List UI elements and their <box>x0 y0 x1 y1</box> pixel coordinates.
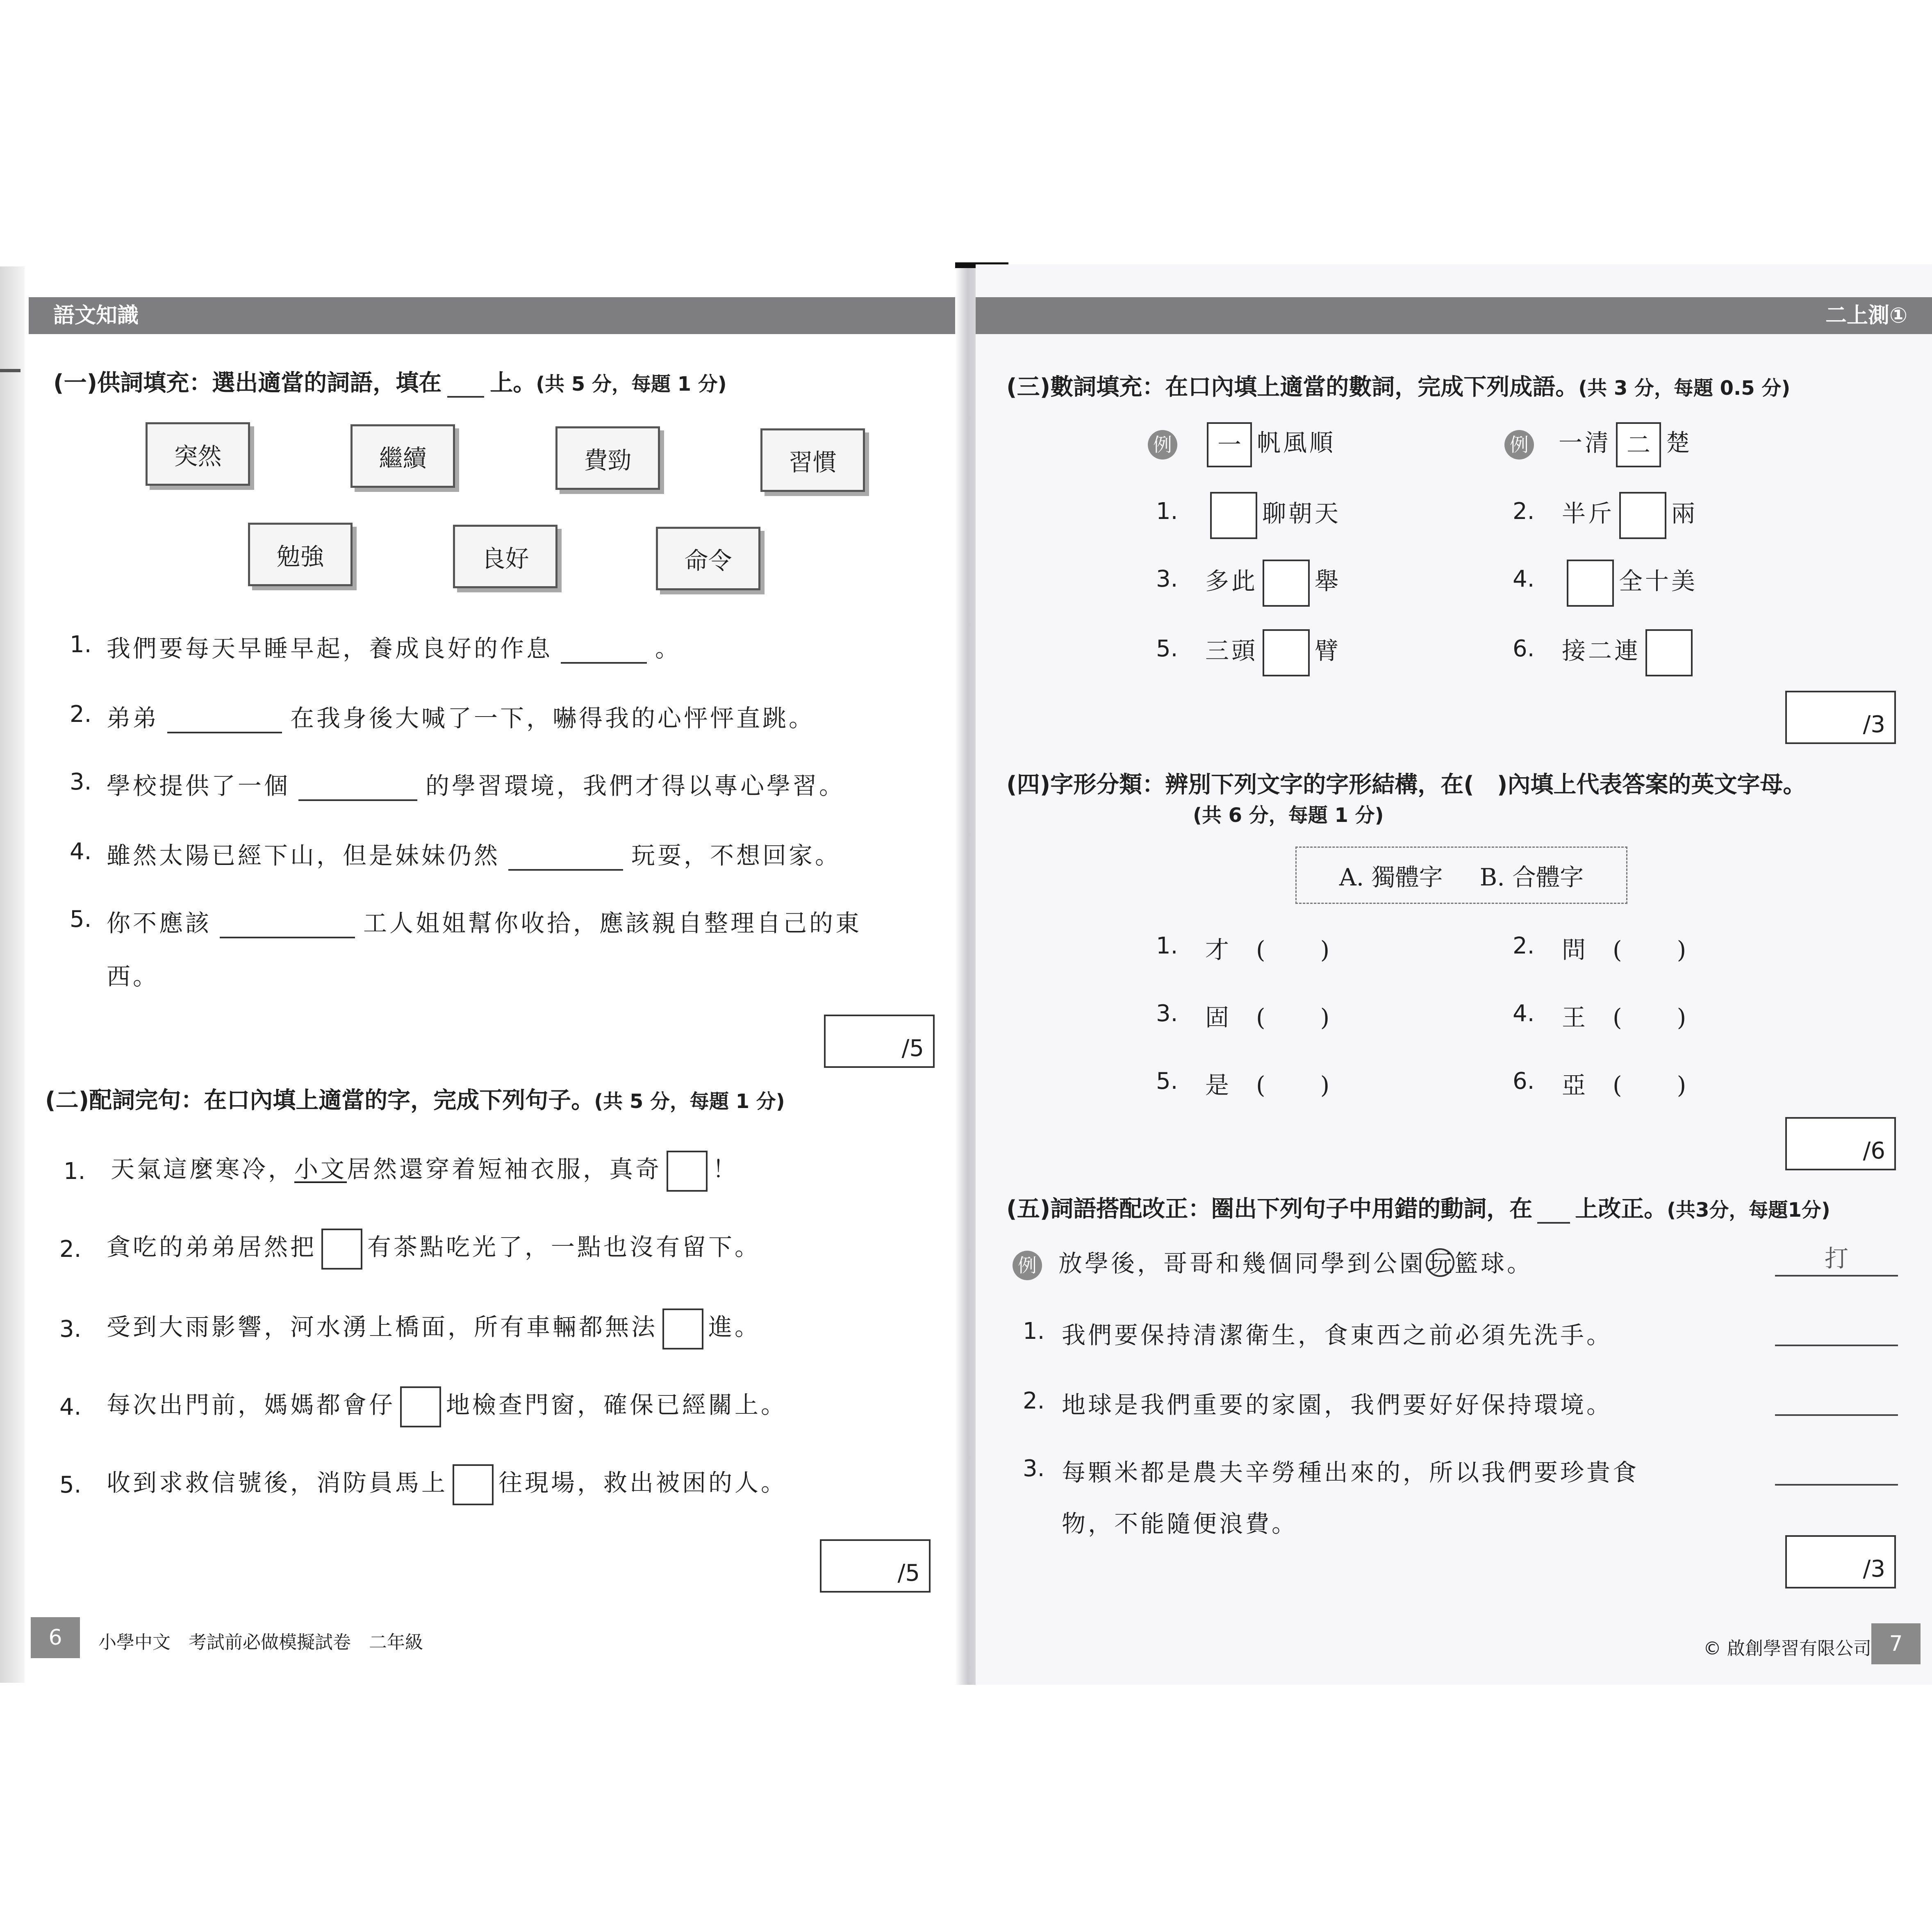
s3-example-1-text: 帆風順 <box>1257 429 1336 457</box>
s4-item-1-number: 1. <box>1156 933 1178 959</box>
s2-q1-box[interactable] <box>667 1151 708 1192</box>
section-3-title <box>1006 369 1790 402</box>
s1-q4-text-b: 玩耍，不想回家。 <box>631 842 842 869</box>
section-3-title-text: (三)數詞填充：在口內填上適當的數詞，完成下列成語。 <box>1006 374 1579 401</box>
s4-item-2-answer[interactable]: ( ) <box>1613 936 1689 964</box>
s2-q3-text-b: 進。 <box>708 1313 761 1341</box>
left-header: 語文知識 <box>29 297 967 334</box>
s2-q5-box[interactable] <box>453 1464 494 1505</box>
footer-book-title: 小學中文 考試前必做模擬試卷 二年級 <box>98 1632 423 1653</box>
s3-example-2 <box>1504 422 1692 467</box>
s1-q2-number: 2. <box>70 701 92 728</box>
s3-example-2-text-b: 楚 <box>1666 429 1693 457</box>
s2-q4-box[interactable] <box>400 1386 441 1427</box>
example-badge-3: 例 <box>1013 1251 1042 1280</box>
right-page <box>976 264 1932 1685</box>
s3-item-4-box[interactable] <box>1567 560 1614 607</box>
s5-example-answer: 打 <box>1775 1242 1898 1277</box>
s4-item-6-number: 6. <box>1513 1068 1535 1095</box>
book-left-edge <box>0 266 25 1683</box>
s3-example-1-box: 一 <box>1207 422 1252 467</box>
s3-item-2-box[interactable] <box>1619 492 1666 539</box>
s3-item-3-text-b: 舉 <box>1315 567 1341 595</box>
s5-q3-text-a: 每顆米都是農夫辛勞種出來的，所以我們要珍貴食 <box>1062 1459 1639 1486</box>
s4-item-3-number: 3. <box>1156 1000 1178 1027</box>
page-number-left: 6 <box>31 1617 80 1658</box>
section-4-points: (共 6 分，每題 1 分) <box>1193 804 1384 827</box>
s1-q2-text-b: 在我身後大喊了一下，嚇得我的心怦怦直跳。 <box>290 704 815 732</box>
s2-q5-number: 5. <box>59 1472 82 1498</box>
s3-item-6-box[interactable] <box>1645 629 1693 676</box>
word-box-1: 突然 <box>146 422 250 486</box>
s1-q4-text-a: 雖然太陽已經下山，但是妹妹仍然 <box>107 842 501 869</box>
s1-q3-blank[interactable] <box>298 776 417 801</box>
s1-q5 <box>107 904 862 938</box>
section-1-title <box>53 365 727 398</box>
word-box-2: 繼續 <box>350 424 455 488</box>
s4-item-4-number: 4. <box>1513 1000 1535 1027</box>
section-2-title-text: (二)配詞完句：在口內填上適當的字，完成下列句子。 <box>45 1087 594 1114</box>
s3-item-2-text-a: 半斤 <box>1562 499 1615 528</box>
s2-q1-underlined-name: 小文 <box>294 1155 347 1183</box>
section-1-title-tail: 上。 <box>490 370 536 396</box>
word-box-4: 習慣 <box>760 428 865 492</box>
word-box-6: 良好 <box>453 525 558 588</box>
s3-item-6-number: 6. <box>1513 635 1535 662</box>
s4-item-3 <box>1205 998 1332 1033</box>
section-5-score-box: /3 <box>1785 1535 1896 1588</box>
s2-q5-text-a: 收到求救信號後，消防員馬上 <box>107 1469 448 1497</box>
option-a: A. 獨體字 <box>1339 863 1443 891</box>
section-5-title <box>1006 1191 1830 1224</box>
s3-item-2-text-b: 兩 <box>1671 499 1698 528</box>
s2-q4-number: 4. <box>59 1394 82 1420</box>
s3-item-2-number: 2. <box>1513 498 1535 525</box>
s3-item-1 <box>1205 492 1341 539</box>
s1-q1-blank[interactable] <box>561 639 647 664</box>
s5-q3-number: 3. <box>1023 1455 1045 1482</box>
s1-q5-number: 5. <box>70 906 92 933</box>
s1-q5-text-a: 你不應該 <box>107 909 212 937</box>
s1-q3-number: 3. <box>70 769 92 795</box>
s3-item-3-text-a: 多此 <box>1205 567 1258 595</box>
s3-item-3-number: 3. <box>1156 566 1178 592</box>
s4-item-2-number: 2. <box>1513 933 1535 959</box>
s4-item-1 <box>1205 931 1332 965</box>
s4-item-5-answer[interactable]: ( ) <box>1256 1071 1332 1099</box>
section-4-title: (四)字形分類：辨別下列文字的字形結構，在( )內填上代表答案的英文字母。 <box>1006 771 1806 798</box>
s3-item-5-text-b: 臂 <box>1315 637 1341 665</box>
word-box-5: 勉強 <box>248 523 353 586</box>
s5-q2-text: 地球是我們重要的家園，我們要好好保持環境。 <box>1062 1391 1613 1419</box>
section-3-score-box: /3 <box>1785 691 1896 744</box>
section-1-title-text: (一)供詞填充：選出適當的詞語，填在 <box>53 370 442 396</box>
s2-q1 <box>111 1150 739 1192</box>
s1-q3-text-b: 的學習環境，我們才得以專心學習。 <box>426 772 846 800</box>
s4-item-1-char: 才 <box>1205 936 1232 964</box>
s5-q2-number: 2. <box>1023 1388 1045 1414</box>
s4-item-4-answer[interactable]: ( ) <box>1613 1004 1689 1031</box>
s3-item-1-text: 聊朝天 <box>1262 499 1341 528</box>
s1-q3 <box>107 767 845 801</box>
s1-q1-number: 1. <box>70 631 92 658</box>
word-box-3: 費勁 <box>555 426 660 490</box>
s3-item-5 <box>1205 629 1341 676</box>
s2-q5-text-b: 往現場，救出被困的人。 <box>498 1469 787 1497</box>
s5-q1-answer-line[interactable] <box>1775 1312 1898 1346</box>
s3-item-1-number: 1. <box>1156 498 1178 525</box>
s3-item-1-box[interactable] <box>1210 492 1257 539</box>
s3-item-6 <box>1562 629 1698 676</box>
s3-item-5-box[interactable] <box>1263 629 1310 676</box>
s2-q4 <box>107 1386 787 1427</box>
s2-q2-box[interactable] <box>321 1229 362 1270</box>
s3-item-5-text-a: 三頭 <box>1205 637 1258 665</box>
s3-item-5-number: 5. <box>1156 635 1178 662</box>
s3-item-4-text: 全十美 <box>1619 567 1698 595</box>
s1-q1-text-b: 。 <box>655 635 682 662</box>
s5-q3-text-b: 物，不能隨便浪費。 <box>1062 1510 1298 1538</box>
s1-q4 <box>107 836 841 871</box>
s1-q5-blank[interactable] <box>220 914 355 938</box>
s1-q3-text-a: 學校提供了一個 <box>107 772 291 800</box>
s2-q4-text-b: 地檢查門窗，確保已經關上。 <box>446 1391 787 1419</box>
s4-item-3-char: 固 <box>1205 1004 1232 1031</box>
left-page <box>25 264 967 1685</box>
section-5-title-text: (五)詞語搭配改正：圈出下列句子中用錯的動詞，在 <box>1006 1196 1533 1222</box>
section-1-points: (共 5 分，每題 1 分) <box>536 373 727 396</box>
s2-q1-text-c: ！ <box>712 1155 739 1183</box>
s2-q1-text-b: 居然還穿着短袖衣服，真奇 <box>347 1155 662 1183</box>
section-2-title <box>45 1082 785 1115</box>
s4-item-6-answer[interactable]: ( ) <box>1613 1071 1689 1099</box>
s5-q3-answer-line[interactable] <box>1775 1451 1898 1486</box>
section-4-score-box: /6 <box>1785 1117 1896 1170</box>
s5-q1-number: 1. <box>1023 1318 1045 1345</box>
option-b: B. 合體字 <box>1479 863 1584 891</box>
s2-q4-text-a: 每次出門前，媽媽都會仔 <box>107 1391 396 1419</box>
title-blank <box>447 373 484 398</box>
s3-example-2-text-a: 一清 <box>1559 429 1611 457</box>
s5-q2-answer-line[interactable] <box>1775 1381 1898 1416</box>
s3-item-2 <box>1562 492 1698 539</box>
s2-q2-number: 2. <box>59 1236 82 1263</box>
s1-q4-number: 4. <box>70 838 92 865</box>
s1-q4-blank[interactable] <box>508 846 623 871</box>
section-5-points: (共3分，每題1分) <box>1667 1199 1830 1222</box>
s5-title-blank <box>1537 1199 1570 1224</box>
classification-options <box>1295 847 1627 904</box>
s2-q1-number: 1. <box>64 1158 86 1185</box>
s3-example-1 <box>1148 422 1336 467</box>
s1-q2 <box>107 699 815 733</box>
s3-item-6-text-a: 接二連 <box>1562 637 1641 665</box>
footer-copyright: © 啟創學習有限公司 <box>1703 1638 1871 1659</box>
s1-q5-text-c: 西。 <box>107 963 159 990</box>
s5-example-text-b: 籃球。 <box>1454 1249 1534 1277</box>
s5-example <box>1013 1244 1533 1280</box>
s4-item-2-char: 問 <box>1562 936 1588 964</box>
s2-q3-number: 3. <box>59 1316 82 1343</box>
s1-q5-text-b: 工人姐姐幫你收拾，應該親自整理自己的東 <box>363 909 862 937</box>
s2-q2 <box>107 1228 761 1270</box>
s1-q1 <box>107 629 681 664</box>
section-3-points: (共 3 分，每題 0.5 分) <box>1578 377 1791 400</box>
s4-item-4-char: 王 <box>1562 1004 1588 1031</box>
section-2-points: (共 5 分，每題 1 分) <box>594 1090 785 1113</box>
s4-item-3-answer[interactable]: ( ) <box>1256 1004 1332 1031</box>
s3-item-3 <box>1205 560 1341 607</box>
s5-example-text-a: 放學後，哥哥和幾個同學到公園 <box>1058 1249 1426 1277</box>
s4-item-6 <box>1562 1066 1689 1100</box>
s2-q2-text-b: 有茶點吃光了，一點也沒有留下。 <box>367 1233 761 1261</box>
s5-example-circled: 玩 <box>1426 1248 1454 1277</box>
s3-item-4 <box>1562 560 1698 607</box>
s2-q3 <box>107 1308 761 1349</box>
s2-q1-text-a: 天氣這麼寒冷， <box>111 1155 295 1183</box>
s1-q2-blank[interactable] <box>167 709 282 733</box>
s3-item-4-number: 4. <box>1513 566 1535 592</box>
s3-example-2-box: 二 <box>1616 422 1661 467</box>
section-5-title-tail: 上改正。 <box>1575 1196 1667 1222</box>
s4-item-5-number: 5. <box>1156 1068 1178 1095</box>
s4-item-5 <box>1205 1066 1332 1100</box>
word-box-7: 命令 <box>656 527 760 590</box>
s2-q3-box[interactable] <box>662 1308 703 1349</box>
s1-q2-text-a: 弟弟 <box>107 704 159 732</box>
right-header: 二上測① <box>976 297 1932 334</box>
s3-item-3-box[interactable] <box>1263 560 1310 607</box>
example-badge-1: 例 <box>1148 430 1177 460</box>
section-2-score-box: /5 <box>820 1539 931 1593</box>
s4-item-4 <box>1562 998 1689 1033</box>
page-number-right: 7 <box>1871 1623 1921 1664</box>
s5-q1-text: 我們要保持清潔衛生，食東西之前必須先洗手。 <box>1062 1321 1613 1349</box>
s4-item-5-char: 是 <box>1205 1071 1232 1099</box>
s2-q3-text-a: 受到大雨影響，河水湧上橋面，所有車輛都無法 <box>107 1313 658 1341</box>
example-badge-2: 例 <box>1504 430 1534 460</box>
s1-q1-text-a: 我們要每天早睡早起，養成良好的作息 <box>107 635 553 662</box>
s4-item-1-answer[interactable]: ( ) <box>1256 936 1332 964</box>
s4-item-6-char: 亞 <box>1562 1071 1588 1099</box>
section-1-score-box: /5 <box>824 1015 935 1068</box>
s4-item-2 <box>1562 931 1689 965</box>
s2-q5 <box>107 1463 787 1505</box>
page-mark <box>0 369 20 372</box>
s2-q2-text-a: 貪吃的弟弟居然把 <box>107 1233 317 1261</box>
